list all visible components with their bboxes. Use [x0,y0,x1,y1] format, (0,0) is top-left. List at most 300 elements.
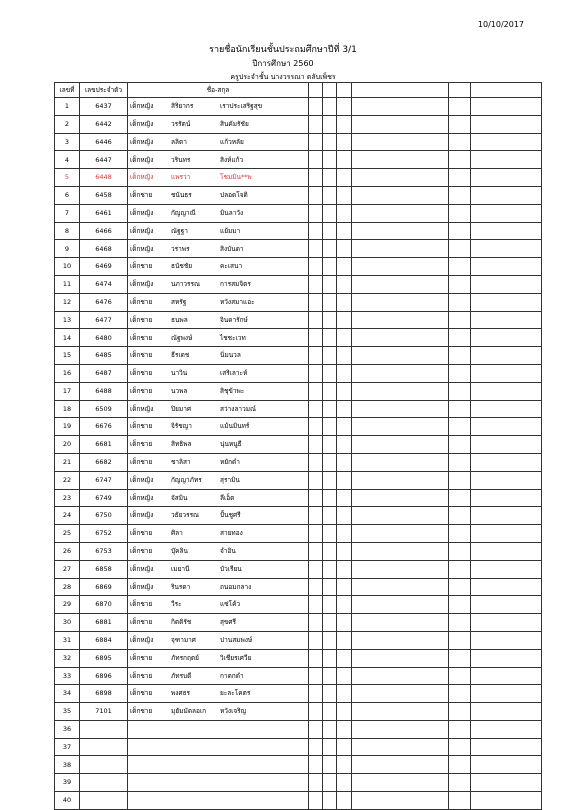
student-name [128,667,309,685]
table-row [55,115,542,133]
student-last-name: แย้มมา [220,226,241,235]
student-last-name: ปั้นชูศรี [220,511,241,520]
blank-cell [352,98,449,116]
blank-cell [471,703,542,721]
table-row [55,578,542,596]
blank-cell [323,542,337,560]
table-row [55,560,542,578]
blank-cell [309,685,323,703]
student-first-name: ธนัชชัย [171,262,193,271]
table-row [55,364,542,382]
column-header-no: เลขที่ [55,83,80,98]
student-first-name: สิทธิพล [171,440,192,449]
blank-cell [471,631,542,649]
blank-cell [337,738,352,756]
blank-cell [309,240,323,258]
student-number: 38 [55,756,80,774]
blank-cell [323,418,337,436]
student-last-name: แซ่โค้ว [220,600,241,609]
table-row [55,525,542,543]
blank-cell [309,792,323,810]
student-last-name: นิ่มนวล [220,351,241,360]
blank-cell [337,507,352,525]
blank-cell [471,151,542,169]
blank-cell [309,453,323,471]
student-name [128,489,309,507]
student-first-name: ภัทรกฤตย์ [171,653,199,662]
student-title: เด็กชาย [130,440,153,449]
student-number: 3 [55,133,80,151]
table-row [55,489,542,507]
blank-cell [337,720,352,738]
table-row [55,596,542,614]
blank-cell [471,542,542,560]
blank-cell [449,418,471,436]
blank-cell [449,792,471,810]
student-id: 6681 [80,436,128,454]
blank-cell [323,525,337,543]
blank-cell [352,738,449,756]
blank-cell [471,525,542,543]
student-last-name: จำอิน [220,547,236,556]
blank-cell [449,685,471,703]
blank-cell [337,98,352,116]
blank-cell [471,400,542,418]
student-first-name: พงศธร [171,689,191,698]
student-last-name: เสริเลาะห์ [220,369,248,378]
student-name [128,507,309,525]
blank-cell [323,186,337,204]
student-title: เด็กชาย [130,689,153,698]
blank-cell [449,525,471,543]
blank-cell [352,204,449,222]
student-number: 32 [55,649,80,667]
table-row [55,685,542,703]
student-last-name: มินลาวัง [220,208,244,217]
student-number: 40 [55,792,80,810]
student-id: 6858 [80,560,128,578]
column-header-blank [337,83,352,98]
student-number: 31 [55,631,80,649]
blank-cell [352,364,449,382]
blank-cell [352,418,449,436]
blank-cell [449,382,471,400]
blank-cell [323,400,337,418]
student-first-name: ณัฐฐา [171,226,188,235]
blank-cell [309,382,323,400]
student-name [128,115,309,133]
student-title: เด็กชาย [130,351,153,360]
student-number: 20 [55,436,80,454]
blank-cell [471,115,542,133]
column-header-blank [352,83,449,98]
blank-cell [337,293,352,311]
student-id: 6870 [80,596,128,614]
student-number: 39 [55,774,80,792]
blank-cell [309,525,323,543]
student-number: 37 [55,738,80,756]
blank-cell [323,382,337,400]
blank-cell [337,418,352,436]
blank-cell [352,186,449,204]
blank-cell [323,738,337,756]
student-title: เด็กหญิง [130,564,154,573]
student-roster-table [54,82,542,810]
blank-cell [352,471,449,489]
table-row [55,400,542,418]
student-number: 17 [55,382,80,400]
blank-cell [309,507,323,525]
blank-cell [337,436,352,454]
blank-cell [471,471,542,489]
student-first-name: นภาวรรณ [171,280,201,289]
student-id: 6676 [80,418,128,436]
student-number: 13 [55,311,80,329]
student-title: เด็กชาย [130,297,153,306]
blank-cell [471,222,542,240]
student-name [128,275,309,293]
blank-cell [352,382,449,400]
blank-cell [471,258,542,276]
student-number: 5 [55,169,80,187]
student-title: เด็กชาย [130,653,153,662]
table-row [55,98,542,116]
blank-cell [471,329,542,347]
student-title: เด็กหญิง [130,475,154,484]
blank-cell [323,471,337,489]
student-name [128,382,309,400]
student-number: 22 [55,471,80,489]
blank-cell [323,240,337,258]
student-id [80,738,128,756]
student-name [128,400,309,418]
table-row [55,738,542,756]
student-number: 27 [55,560,80,578]
print-date: 10/10/2017 [477,20,524,29]
student-name [128,347,309,365]
blank-cell [352,311,449,329]
student-id: 6476 [80,293,128,311]
student-name [128,720,309,738]
blank-cell [309,703,323,721]
blank-cell [323,436,337,454]
student-name [128,418,309,436]
student-last-name: สุขศรี [220,618,237,627]
blank-cell [337,542,352,560]
student-title: เด็กชาย [130,547,153,556]
student-number: 7 [55,204,80,222]
blank-cell [323,98,337,116]
blank-cell [352,329,449,347]
blank-cell [337,240,352,258]
blank-cell [471,685,542,703]
student-title: เด็กหญิง [130,226,154,235]
student-id: 6447 [80,151,128,169]
blank-cell [323,774,337,792]
blank-cell [471,756,542,774]
blank-cell [352,240,449,258]
student-number: 29 [55,596,80,614]
student-title: เด็กหญิง [130,173,154,182]
table-row [55,382,542,400]
student-id: 6458 [80,186,128,204]
student-last-name: วิเชียรเศวีย [220,653,252,662]
student-title: เด็กชาย [130,600,153,609]
blank-cell [471,614,542,632]
table-row [55,703,542,721]
blank-cell [323,222,337,240]
blank-cell [323,792,337,810]
blank-cell [471,293,542,311]
blank-cell [471,98,542,116]
blank-cell [309,738,323,756]
blank-cell [309,578,323,596]
blank-cell [323,258,337,276]
table-row [55,133,542,151]
student-name [128,453,309,471]
student-name [128,329,309,347]
blank-cell [309,329,323,347]
student-name [128,792,309,810]
column-header-blank [449,83,471,98]
student-title: เด็กชาย [130,369,153,378]
student-first-name: มุฮัมมัดลอเก [171,707,207,716]
blank-cell [352,258,449,276]
blank-cell [323,169,337,187]
student-last-name: ลีเอ็ต [220,493,235,502]
student-first-name: จัสมิน [171,493,188,502]
student-id: 6752 [80,525,128,543]
student-title: เด็กชาย [130,671,153,680]
blank-cell [323,578,337,596]
blank-cell [323,329,337,347]
blank-cell [449,133,471,151]
student-last-name: สิชุข้าพะ [220,386,245,395]
student-title: เด็กหญิง [130,119,154,128]
blank-cell [323,204,337,222]
blank-cell [309,115,323,133]
blank-cell [471,774,542,792]
blank-cell [352,133,449,151]
student-name [128,436,309,454]
student-name [128,614,309,632]
table-row [55,347,542,365]
blank-cell [352,649,449,667]
student-id: 6446 [80,133,128,151]
student-id: 6884 [80,631,128,649]
blank-cell [309,720,323,738]
blank-cell [449,258,471,276]
blank-cell [471,311,542,329]
blank-cell [323,720,337,738]
student-first-name: วีระ [171,600,182,609]
student-name [128,649,309,667]
blank-cell [352,151,449,169]
blank-cell [449,293,471,311]
student-number: 26 [55,542,80,560]
blank-cell [309,311,323,329]
blank-cell [337,667,352,685]
blank-cell [352,542,449,560]
blank-cell [309,275,323,293]
blank-cell [337,649,352,667]
blank-cell [471,507,542,525]
blank-cell [352,525,449,543]
student-title: เด็กหญิง [130,493,154,502]
blank-cell [323,364,337,382]
student-last-name: จินดารักษ์ [220,315,248,324]
blank-cell [323,614,337,632]
student-first-name: วธัยวรรณ [171,511,200,520]
table-row [55,311,542,329]
blank-cell [323,311,337,329]
blank-cell [352,685,449,703]
student-last-name: หวังสมาแอะ [220,297,255,306]
student-title: เด็กชาย [130,315,153,324]
student-last-name: โชมมิน**พ [220,173,252,182]
blank-cell [449,347,471,365]
table-header-row [55,83,542,98]
roster-body [55,98,542,810]
student-name [128,756,309,774]
student-last-name: คะเสนา [220,262,243,271]
table-row [55,186,542,204]
homeroom-teacher: ครูประจำชั้น นางวรรณา ตลับเพ็ชร [230,73,336,81]
student-number: 28 [55,578,80,596]
student-first-name: ธนพล [171,315,188,324]
blank-cell [449,720,471,738]
blank-cell [337,596,352,614]
student-first-name: ณัฐพงษ์ [171,333,193,342]
table-row [55,329,542,347]
student-name [128,364,309,382]
table-row [55,436,542,454]
student-last-name: แก้วหลัย [220,137,244,146]
student-number: 16 [55,364,80,382]
blank-cell [309,649,323,667]
blank-cell [309,204,323,222]
academic-year: ปีการศึกษา 2560 [252,59,314,68]
blank-cell [352,169,449,187]
student-last-name: หวังเจริญ [220,707,247,716]
blank-cell [449,240,471,258]
blank-cell [309,151,323,169]
column-header-id: เลขประจำตัว [80,83,128,98]
student-last-name: หยักดำ [220,458,240,467]
blank-cell [449,507,471,525]
blank-cell [337,329,352,347]
student-title: เด็กหญิง [130,582,154,591]
blank-cell [471,418,542,436]
blank-cell [337,578,352,596]
student-id: 6468 [80,240,128,258]
student-first-name: สิริยากร [171,102,194,111]
blank-cell [449,489,471,507]
blank-cell [337,204,352,222]
student-first-name: กัญญาณี [171,208,196,217]
blank-cell [449,560,471,578]
blank-cell [309,542,323,560]
student-id: 6480 [80,329,128,347]
table-row [55,418,542,436]
student-last-name: นุ่นหนูธี [220,440,242,449]
student-first-name: ลลิตา [171,137,187,146]
student-title: เด็กหญิง [130,137,154,146]
student-name [128,471,309,489]
table-row [55,275,542,293]
student-id: 7101 [80,703,128,721]
student-id: 6442 [80,115,128,133]
blank-cell [449,151,471,169]
student-id: 6485 [80,347,128,365]
blank-cell [352,507,449,525]
blank-cell [471,275,542,293]
student-id: 6682 [80,453,128,471]
student-title: เด็กหญิง [130,511,154,520]
blank-cell [323,631,337,649]
blank-cell [337,560,352,578]
student-first-name: เมยานี [171,564,190,573]
student-id: 6461 [80,204,128,222]
student-last-name: ไชชะเวท [220,333,246,342]
blank-cell [337,756,352,774]
table-row [55,471,542,489]
blank-cell [352,293,449,311]
blank-cell [337,258,352,276]
student-id: 6749 [80,489,128,507]
student-last-name: ถนอมกลาง [220,582,252,591]
student-first-name: นวพล [171,386,188,395]
blank-cell [323,507,337,525]
blank-cell [337,792,352,810]
blank-cell [449,98,471,116]
student-name [128,222,309,240]
student-number: 18 [55,400,80,418]
blank-cell [449,311,471,329]
blank-cell [323,115,337,133]
blank-cell [323,649,337,667]
student-last-name: สุรามิน [220,475,240,484]
student-name [128,596,309,614]
blank-cell [323,703,337,721]
student-name [128,169,309,187]
blank-cell [471,240,542,258]
blank-cell [323,756,337,774]
student-first-name: ภัทรบดี [171,671,192,680]
blank-cell [352,756,449,774]
blank-cell [471,204,542,222]
blank-cell [309,133,323,151]
blank-cell [309,169,323,187]
blank-cell [471,489,542,507]
student-title: เด็กชาย [130,262,153,271]
blank-cell [471,347,542,365]
student-name [128,525,309,543]
blank-cell [309,364,323,382]
blank-cell [323,489,337,507]
blank-cell [337,471,352,489]
student-last-name: กาดกดำ [220,671,244,680]
student-id [80,720,128,738]
table-row [55,649,542,667]
blank-cell [449,436,471,454]
blank-cell [471,667,542,685]
blank-cell [471,169,542,187]
blank-cell [449,364,471,382]
student-last-name: แม้นมินทร์ [220,422,250,431]
blank-cell [471,364,542,382]
student-number: 24 [55,507,80,525]
